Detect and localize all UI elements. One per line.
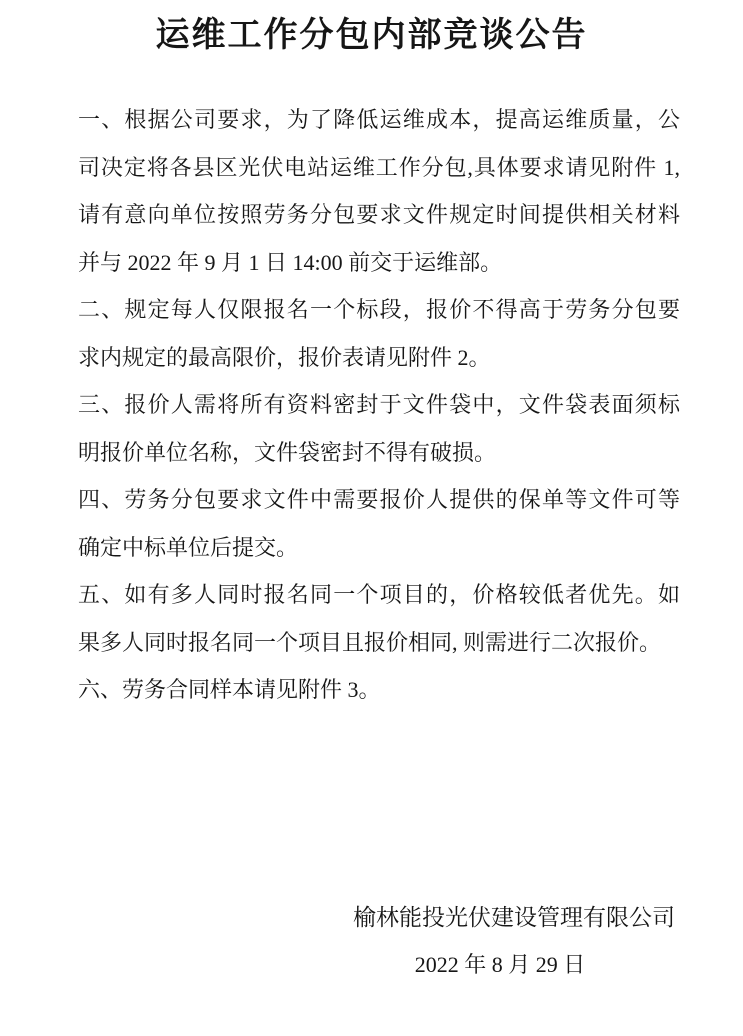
paragraph xyxy=(78,96,680,286)
paragraph xyxy=(78,381,680,476)
document-title: 运维工作分包内部竞谈公告 xyxy=(155,17,588,54)
paragraph-line: 二、规定每人仅限报名一个标段，报价不得高于劳务分包要 xyxy=(78,297,680,322)
paragraph-line: 五、如有多人同时报名同一个项目的，价格较低者优先。如 xyxy=(78,582,680,607)
paragraph-line: 一、根据公司要求，为了降低运维成本，提高运维质量，公 xyxy=(78,107,680,132)
document-body xyxy=(78,96,680,714)
paragraph xyxy=(78,666,680,714)
signature-block xyxy=(353,894,675,989)
paragraph-line: 求内规定的最高限价，报价表请见附件 2。 xyxy=(78,344,491,370)
paragraph-line: 并与 2022 年 9 月 1 日 14:00 前交于运维部。 xyxy=(78,249,503,275)
signature-date: 2022 年 8 月 29 日 xyxy=(414,952,586,977)
paragraph-line: 三、报价人需将所有资料密封于文件袋中，文件袋表面须标 xyxy=(78,392,680,417)
paragraph xyxy=(78,476,680,571)
paragraph-line: 果多人同时报名同一个项目且报价相同, 则需进行二次报价。 xyxy=(78,629,662,655)
paragraph-line: 明报价单位名称，文件袋密封不得有破损。 xyxy=(78,439,497,465)
paragraph xyxy=(78,286,680,381)
paragraph-line: 四、劳务分包要求文件中需要报价人提供的保单等文件可等 xyxy=(78,487,680,512)
paragraph xyxy=(78,571,680,666)
paragraph-line: 六、劳务合同样本请见附件 3。 xyxy=(78,677,381,702)
signature-company: 榆林能投光伏建设管理有限公司 xyxy=(353,904,675,930)
paragraph-line: 司决定将各县区光伏电站运维工作分包,具体要求请见附件 1, xyxy=(78,154,680,180)
paragraph-line: 请有意向单位按照劳务分包要求文件规定时间提供相关材料 xyxy=(78,202,680,227)
paragraph-line: 确定中标单位后提交。 xyxy=(78,534,299,560)
